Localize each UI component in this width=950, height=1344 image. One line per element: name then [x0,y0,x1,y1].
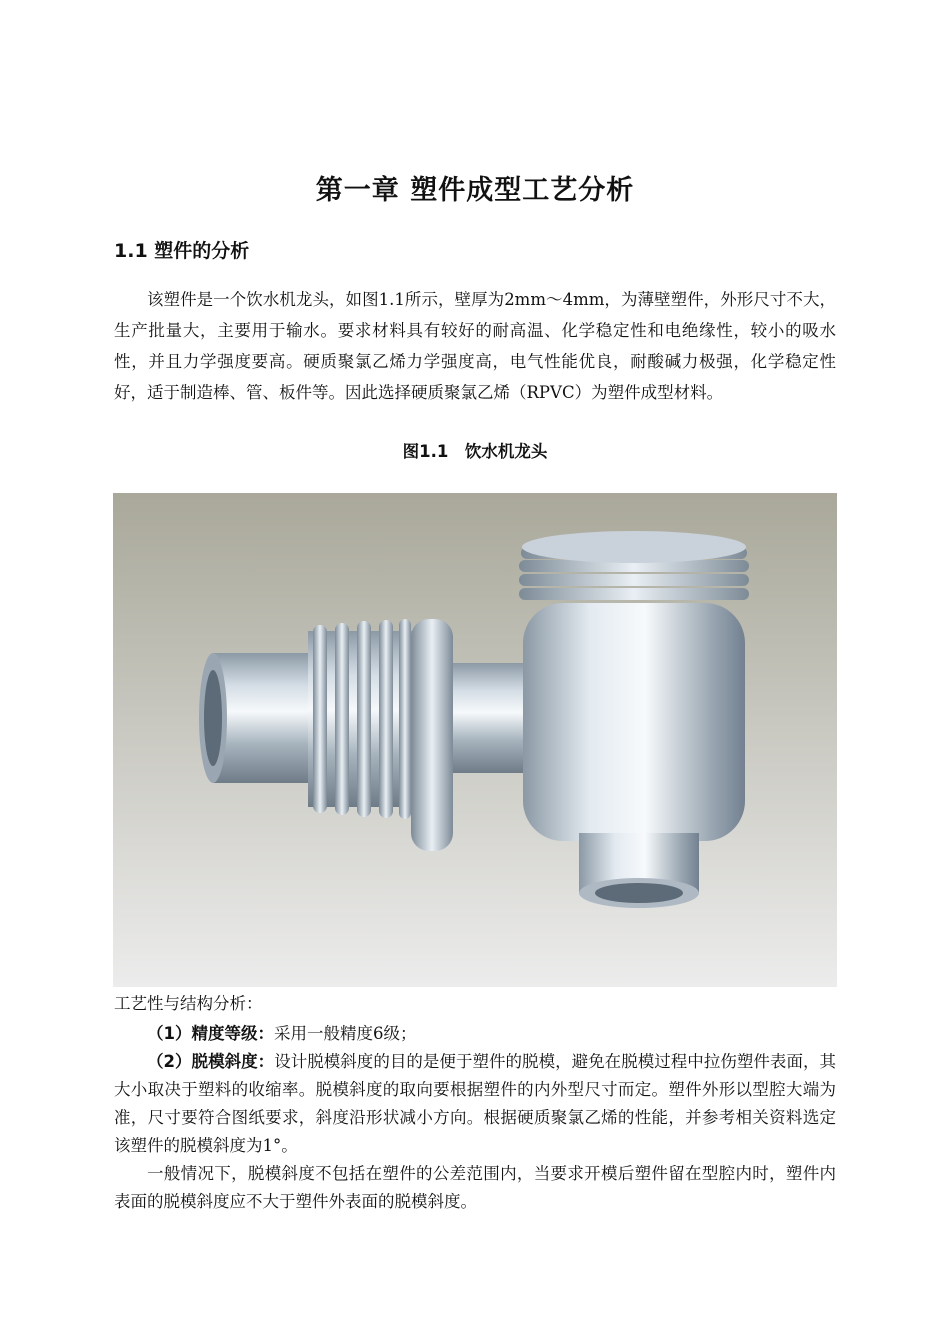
chapter-title: 第一章 塑件成型工艺分析 [315,175,635,206]
ribbed-section [308,619,418,819]
item-label: （1）精度等级： [147,1024,274,1043]
section-title: 1.1 塑件的分析 [114,240,250,262]
flange [411,619,453,851]
item-text: 采用一般精度6级； [273,1024,417,1043]
vertical-body [523,603,745,841]
item-text: 设计脱模斜度的目的是便于塑件的脱模，避免在脱模过程中拉伤塑件表面，其大小取决于塑料的收缩率。脱模斜度的取向要根据塑件的内外型尺寸而定。塑件外形以型腔大端为准，尺寸要符合图纸要求，斜度沿形状减小方向。根据硬质聚氯乙烯的性能，并参考相关资料选定该塑件的脱模斜度为1°。 [114,1052,837,1155]
item-precision [114,1020,836,1048]
intro-paragraph: 该塑件是一个饮水机龙头，如图1.1所示，壁厚为2mm～4mm，为薄壁塑件，外形尺寸不大，生产批量大，主要用于输水。要求材料具有较好的耐高温、化学稳定性和电绝缘性，较小的吸水性，并且力学强度要高。硬质聚氯乙烯力学强度高，电气性能优良，耐酸碱力极强，化学稳定性好，适于制造棒、管、板件等。因此选择硬质聚氯乙烯（RPVC）为塑件成型材料。 [114,290,836,402]
figure-caption: 图1.1 饮水机龙头 [402,442,548,461]
faucet-render-figure [113,493,837,987]
analysis-heading: 工艺性与结构分析： [114,994,263,1013]
item-label: （2）脱模斜度： [147,1052,275,1071]
top-threads [519,531,749,600]
closing-paragraph: 一般情况下，脱模斜度不包括在塑件的公差范围内，当要求开模后塑件留在型腔内时，塑件内表面的脱模斜度应不大于塑件外表面的脱模斜度。 [114,1164,836,1211]
item-draft-angle [114,1048,836,1160]
